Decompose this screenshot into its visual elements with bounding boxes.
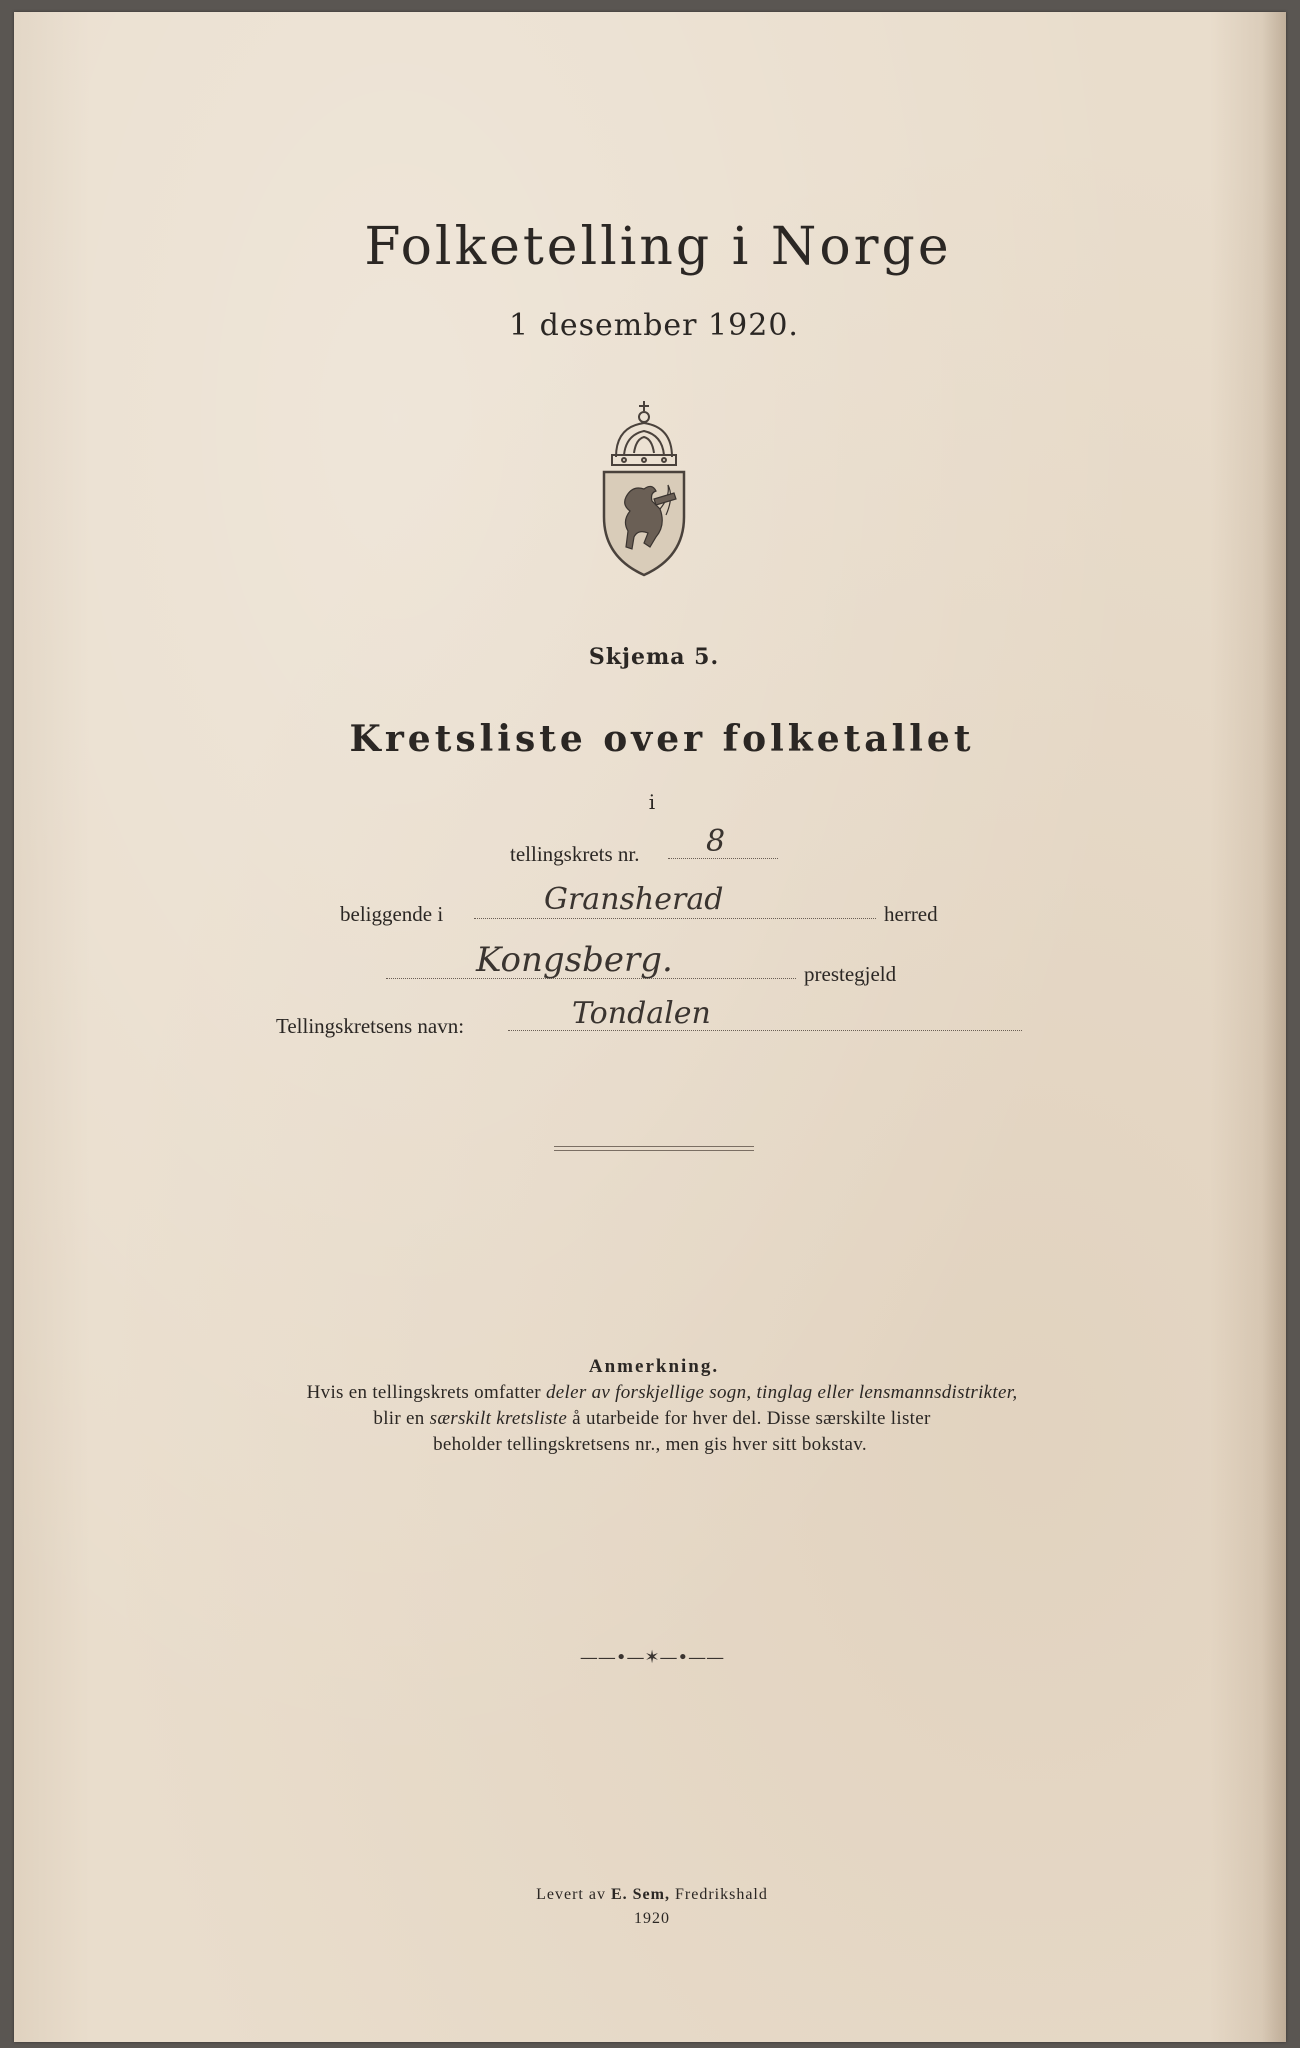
printer-credit-prefix: Levert av (536, 1886, 611, 1903)
prestegjeld-value: Kongsberg. (476, 940, 673, 980)
printer-place: Fredrikshald (669, 1886, 768, 1903)
tellingskrets-label: tellingskrets nr. (510, 842, 640, 866)
note-line-1-start: Hvis en tellingskrets omfatter (306, 1382, 546, 1403)
herred-label: herred (884, 902, 938, 926)
ornament-divider: ——•—✶—•—— (579, 1647, 725, 1668)
tellingskrets-value: 8 (706, 824, 726, 859)
schema-number: Skjema 5. (588, 644, 720, 670)
prestegjeld-label: prestegjeld (804, 962, 897, 986)
printer-name: E. Sem, (610, 1886, 670, 1903)
navn-label: Tellingskretsens navn: (276, 1014, 465, 1038)
beliggende-line (474, 918, 876, 919)
note-line-2-emphasis: særskilt kretsliste (429, 1408, 568, 1429)
document-title: Folketelling i Norge (364, 217, 952, 277)
printer-year: 1920 (634, 1910, 670, 1927)
note-line-1 (26, 1382, 1298, 1404)
form-heading: Kretsliste over folketallet (349, 718, 975, 760)
note-line-2-start: blir en (373, 1408, 430, 1429)
beliggende-value: Gransherad (544, 882, 724, 917)
note-heading: Anmerkning. (588, 1356, 720, 1377)
note-line-3: beholder tellingskretsens nr., men gis hver sitt bokstav. (433, 1434, 867, 1455)
navn-value: Tondalen (572, 996, 711, 1031)
census-date: 1 desember 1920. (509, 308, 799, 343)
census-form-sheet (14, 12, 1286, 2042)
connector-word: i (648, 790, 656, 814)
note-line-2-end: å utarbeide for hver del. Disse særskilte lister (567, 1408, 931, 1429)
printer-credit (16, 1886, 1288, 1904)
note-line-2 (16, 1408, 1288, 1430)
section-divider (554, 1146, 754, 1151)
norwegian-coat-of-arms-icon (594, 397, 694, 577)
beliggende-label: beliggende i (340, 902, 444, 926)
note-line-1-emphasis: deler av forskjellige sogn, tinglag eller lensmannsdistrikter, (545, 1382, 1018, 1403)
